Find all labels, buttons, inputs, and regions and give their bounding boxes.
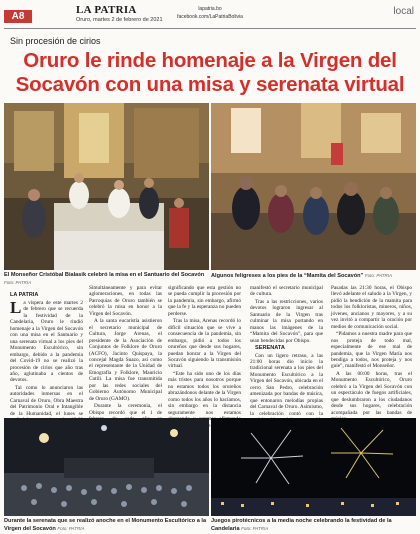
facebook-link[interactable]: facebook.com/LaPatriaBolivia (177, 14, 243, 20)
paragraph: manifestó el secretario municipal de cultura. (250, 285, 323, 298)
subhead-serenata: SERENATA (255, 345, 285, 352)
caption-serenata (4, 518, 209, 533)
paragraph-intro (10, 300, 83, 384)
paragraph: Tras a las restricciones, varios devotos lograron ingresar al Santuario de la Virgen tras culminar la misa portando en manos las imágenes de la “Mamita del Socavón”, para que sean bendecidas por Obispo. (250, 298, 323, 344)
paragraph: Tal como lo anunciaron las autoridades inmersas en el Carnaval de Oruro, Obra Maestra del Patrimonio Oral e Intangible de la Humanidad, el lunes se (10, 384, 83, 417)
page-number: A8 (4, 10, 32, 23)
paragraph: “Pidamos a nuestra madre para que nos proteja de todo mal, especialmente de ese mal de pandemia, que la Virgen María nos bendiga a todos, nos proteja y nos guíe”, manifestó el Monseñor. (331, 331, 412, 370)
paragraph: Con un ligero retraso, a las 21:00 horas dio inicio la tradicional serenata a los pies del Monumento Escultórico a la Virgen del Socavón, ubicada en el cerro San Pedro, celebración amenizada por bandas de música, que entonaron melodías propias del Carnaval de Oruro. Asimismo, la celebración contó con la (250, 352, 323, 417)
article-column-5 (331, 285, 412, 424)
newspaper-brand: LA PATRIA (76, 4, 137, 16)
paragraph: significando que esta gestión no se pueda cumplir la procesión por la pandemia, sin embargo, afirmó que la fe y la esperanza no pueden perderse. (168, 285, 241, 317)
photo-mass-image (4, 103, 209, 270)
article-kicker: Sin procesión de cirios (10, 36, 101, 46)
social-links (170, 5, 250, 21)
photo-fireworks (211, 418, 416, 516)
caption-mass-credit: Foto: PATRIA (4, 280, 32, 285)
caption-fireworks-credit: Foto: PATRIA (241, 526, 269, 531)
photo-fireworks-image (211, 418, 416, 516)
paragraph: “Este ha sido uno de los días más tristes para nosotros porque no estamos todos los orureños abrazándonos delante de la Virgen como todos los años lo hacíamos, sin embargo en la distancia seguramente nos estamos (168, 370, 241, 416)
section-label: local (393, 6, 414, 17)
paragraph: Durante la ceremonia, el Obispo recordó que el 1 de (89, 403, 162, 416)
caption-faithful-credit: Foto: PATRIA (364, 273, 392, 278)
photo-faithful-image (211, 103, 416, 270)
article-headline: Oruro le rinde homenaje a la Virgen del Socavón con una misa y serenata virtual (15, 49, 405, 96)
paragraph: A las 00:00 horas, tras el Monumento Escultórico, Oruro celebró a la Virgen del Socavón con un espectáculo de fuegos artificiales, que deslumbraron a los ciudadanos desde sus hogares, celebración acompañada por las bandas de (331, 370, 412, 416)
photo-serenata-image (4, 418, 209, 516)
drop-cap: L (10, 298, 22, 317)
article-column-4 (250, 285, 323, 431)
issue-date: Oruro, martes 2 de febrero de 2021 (76, 17, 163, 23)
caption-fireworks-text: Juegos pirotécnicos a la media noche celebrando la festividad de la Candelaria (211, 518, 392, 532)
photo-mass-santuario (4, 103, 209, 270)
caption-faithful-text: Algunos feligreses a los pies de la “Mamita del Socavón” (211, 273, 364, 279)
article-byline: LA PATRIA (10, 292, 39, 298)
photo-serenata (4, 418, 209, 516)
paragraph: Tras la misa, Arenas recordó lo difícil situación que se vive a consecuencia de la pandemia, sin embargo, pidió a todos los orureños que desde sus hogares, puedan honrar a la Virgen del Socavón siguiendo la transmisión virtual. (168, 318, 241, 370)
paragraph: Simultáneamente y para evitar aglomeraciones, en todas las Parroquias de Oruro también se celebró la misa en honor a la Virgen del Socavón. (89, 285, 162, 317)
paragraph: A la santa eucaristía asistieron el secretario municipal de Cultura, Jorge Arenas, el presidente de la Asociación de Conjuntos de Folklore de Oruro (ACFO), Jacinto Quispaya, la concejal Magda Suazo, así como el representante de la Unidad de Etnografía y Folklore, Mauricio Cutili. La misa fue transmitida por las redes sociales del Gobierno Autónomo Municipal de Oruro (GAMO). (89, 318, 162, 402)
caption-serenata-credit: Foto: PATRIA (57, 526, 85, 531)
photo-faithful (211, 103, 416, 270)
caption-mass-text: El Monseñor Cristóbal Bialasik celebró la misa en el Santuario del Socavón (4, 272, 205, 278)
website-link[interactable]: lapatria.bo (198, 6, 222, 12)
caption-serenata-text: Durante la serenata que se realizó anoche en el Monumento Escultórico a la Virgen del Socavón (4, 518, 207, 532)
masthead (0, 0, 420, 30)
caption-fireworks (211, 518, 416, 533)
paragraph-intro-text: a víspera de este martes 2 de febrero que se recuerda la festividad de la Candelaria, Oruro le rindió homenaje a la Virgen del Socavón con una misa en el Santuario y una serenata virtual a los pies del Monumento Escultórico, sin embargo, debido a la pandemia del Covid-19 no se realizó la procesión de cirios que año tras año, aglutinaba a cientos de devotos. (10, 300, 83, 384)
caption-faithful (211, 272, 416, 280)
paragraph: Pasadas las 21:30 horas, el Obispo llevó adelante el saludo a la Virgen, y pidió la bendición de la mamita para todos los folkloristas, mineros, niños, jóvenes, ancianos y mayores, y a su vez invitó a compartir la oración por medios de comunicación social. (331, 285, 412, 330)
masthead-divider (4, 28, 416, 29)
